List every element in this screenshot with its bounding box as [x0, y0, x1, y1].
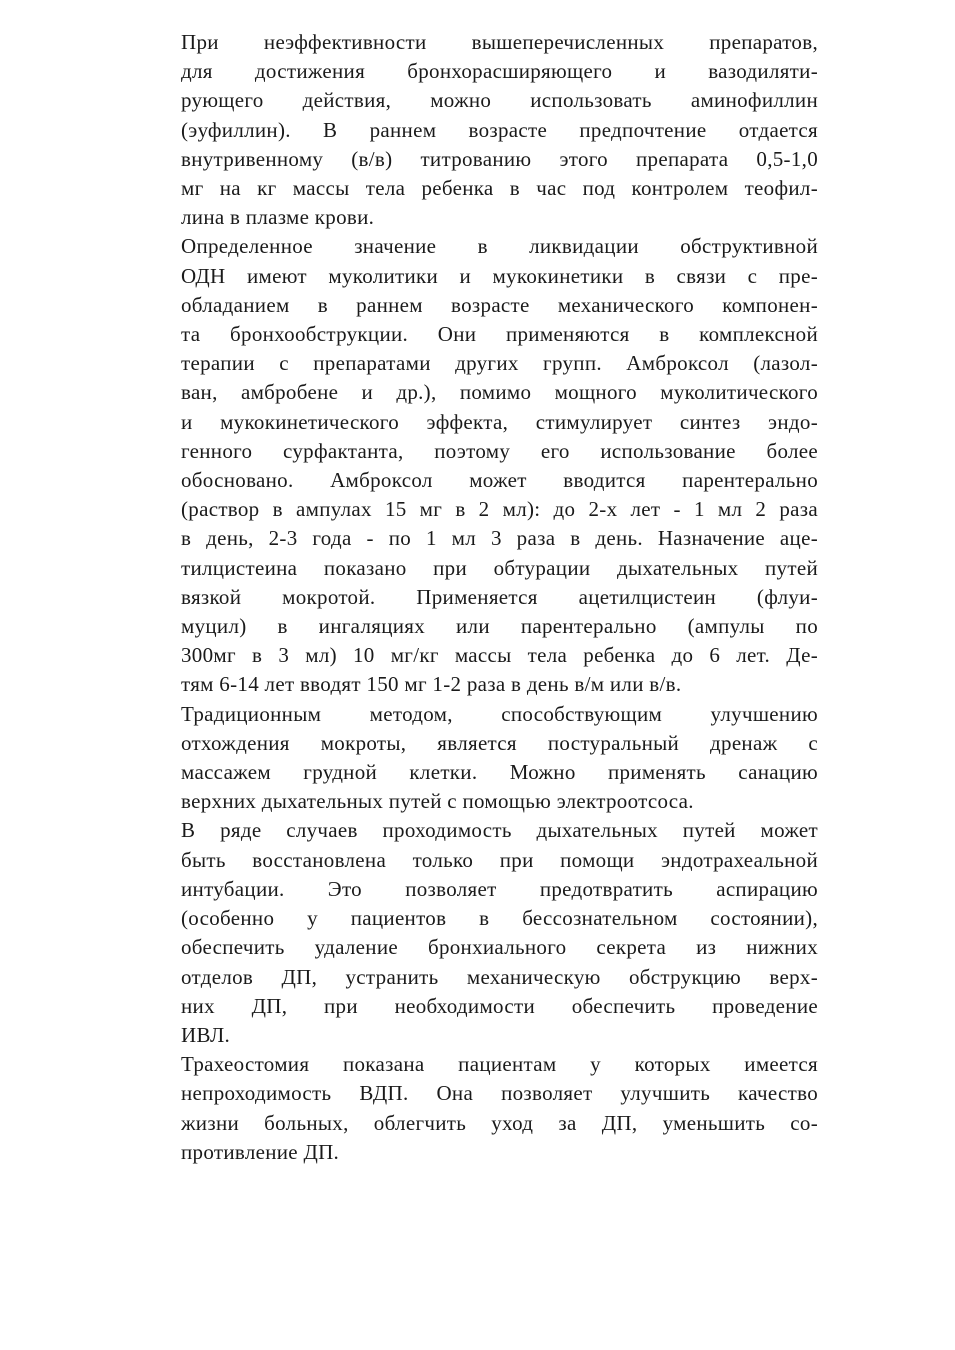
text-line: та бронхообструкции. Они применяются в комплексной	[181, 322, 818, 347]
body-text	[181, 28, 818, 1167]
paragraph	[181, 28, 818, 232]
paragraph	[181, 816, 818, 1050]
text-line: тилцистеина показано при обтурации дыхательных путей	[181, 555, 818, 580]
text-line: отхождения мокроты, является постуральный дренаж с	[181, 730, 818, 755]
paragraph	[181, 700, 818, 817]
text-line: генного сурфактанта, поэтому его использование более	[181, 438, 818, 463]
paragraph	[181, 1050, 818, 1167]
text-line: муцил) в ингаляциях или парентерально (ампулы по	[181, 614, 818, 639]
text-line: При неэффективности вышеперечисленных препаратов,	[181, 30, 818, 54]
text-line: тям 6-14 лет вводят 150 мг 1-2 раза в день в/м или в/в.	[181, 672, 682, 697]
text-line: (раствор в ампулах 15 мг в 2 мл): до 2-х лет - 1 мл 2 раза	[181, 497, 818, 522]
text-line: отделов ДП, устранить механическую обструкцию верх-	[181, 964, 818, 989]
text-line: Определенное значение в ликвидации обструктивной	[181, 234, 818, 259]
text-line: верхних дыхательных путей с помощью электроотсоса.	[181, 789, 694, 814]
text-line: противление ДП.	[181, 1139, 340, 1164]
text-line: терапии с препаратами других групп. Амброксол (лазол-	[181, 351, 818, 376]
text-line: внутривенному (в/в) титрованию этого препарата 0,5-1,0	[181, 146, 818, 171]
text-line: обосновано. Амброксол может вводится парентерально	[181, 468, 818, 493]
text-line: (особенно у пациентов в бессознательном состоянии),	[181, 906, 818, 931]
text-line: Традиционным методом, способствующим улучшению	[181, 701, 818, 726]
text-line: массажем грудной клетки. Можно применять санацию	[181, 760, 818, 785]
text-line: (эуфиллин). В раннем возрасте предпочтение отдается	[181, 117, 818, 142]
text-line: быть восстановлена только при помощи эндотрахеальной	[181, 847, 818, 872]
text-line: обладанием в раннем возрасте механического компонен-	[181, 292, 818, 317]
text-line: интубации. Это позволяет предотвратить аспирацию	[181, 876, 818, 901]
text-line: обеспечить удаление бронхиального секрета из нижних	[181, 935, 818, 960]
text-line: ИВЛ.	[181, 1022, 231, 1047]
text-line: жизни больных, облегчить уход за ДП, уменьшить со-	[181, 1110, 818, 1135]
text-line: В ряде случаев проходимость дыхательных путей может	[181, 818, 818, 843]
text-line: ван, амбробене и др.), помимо мощного муколитического	[181, 380, 818, 405]
text-line: лина в плазме крови.	[181, 205, 375, 230]
text-line: и мукокинетического эффекта, стимулирует синтез эндо-	[181, 409, 818, 434]
paragraph	[181, 232, 818, 699]
text-line: вязкой мокротой. Применяется ацетилцистеин (флуи-	[181, 584, 818, 609]
text-line: Трахеостомия показана пациентам у которых имеется	[181, 1052, 818, 1077]
text-line: ОДН имеют муколитики и мукокинетики в связи с пре-	[181, 263, 818, 288]
text-line: мг на кг массы тела ребенка в час под контролем теофил-	[181, 176, 818, 201]
text-line: 300мг в 3 мл) 10 мг/кг массы тела ребенка до 6 лет. Де-	[181, 643, 818, 668]
text-line: непроходимость ВДП. Она позволяет улучшить качество	[181, 1081, 818, 1106]
text-line: них ДП, при необходимости обеспечить проведение	[181, 993, 818, 1018]
text-line: для достижения бронхорасширяющего и вазодиляти-	[181, 59, 818, 84]
text-line: рующего действия, можно использовать аминофиллин	[181, 88, 818, 113]
text-line: в день, 2-3 года - по 1 мл 3 раза в день. Назначение аце-	[181, 526, 818, 551]
